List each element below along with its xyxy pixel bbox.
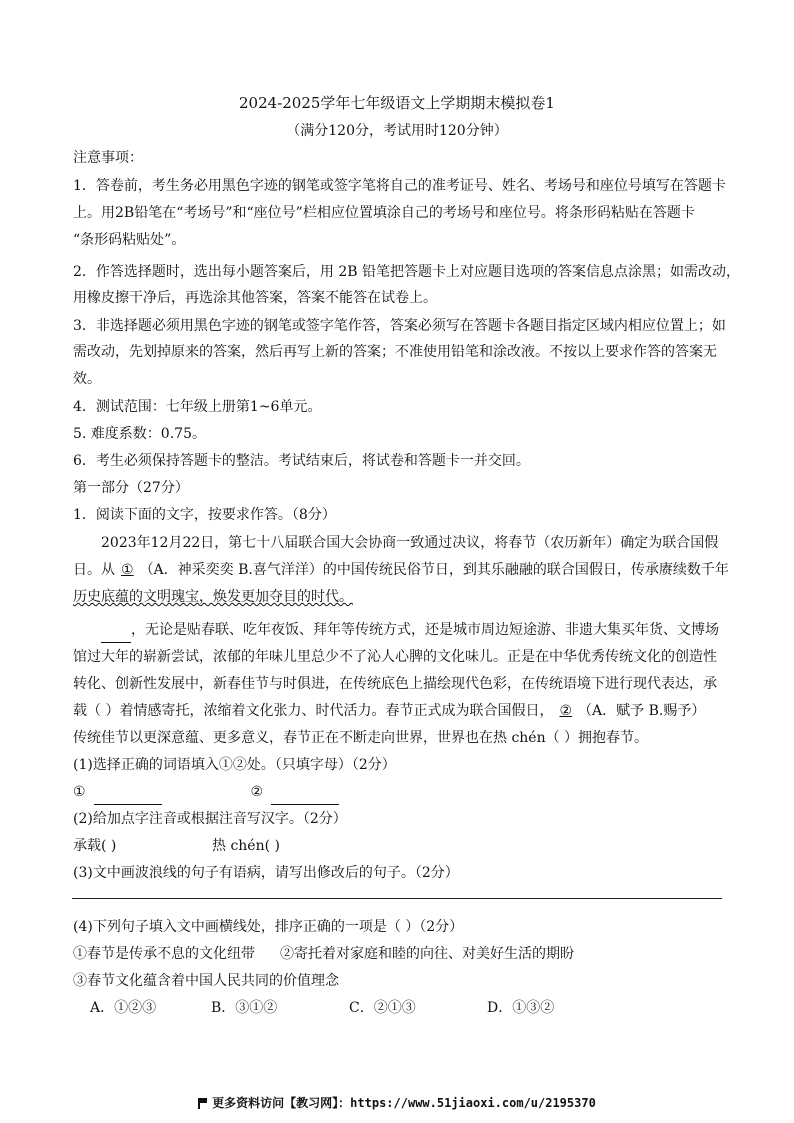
flag-icon	[198, 1098, 206, 1108]
choice-b[interactable]: B．③①②	[211, 1000, 278, 1016]
fill-blank-line	[101, 628, 131, 643]
choice-c[interactable]: C．②①③	[349, 1000, 416, 1016]
subquestion-2-answer-a: 承载( )	[73, 838, 117, 854]
passage-p1-line-1: 2023年12月22日，第七十八届联合国大会协商一致通过决议，将春节（农历新年）确定为联合国假	[101, 535, 719, 551]
part-1-heading: 第一部分（27分）	[73, 480, 189, 496]
note-2-line-1: 2．作答选择题时，选出每小题答案后，用 2B 铅笔把答题卡上对应题目选项的答案信息点涂黑；如需改动，	[73, 264, 741, 280]
answer-label-2: ②	[250, 784, 264, 800]
passage-p2-line-5: 传统佳节以更深意蕴、更多意义，春节正在不断走向世界，世界也在热 chén（ ）拥抱春节。	[73, 730, 649, 746]
blank-1: ①	[121, 562, 134, 578]
passage-p2-line-1	[101, 617, 719, 643]
question-1-stem: 1．阅读下面的文字，按要求作答。（8分）	[73, 507, 336, 523]
passage-text: 日。从	[73, 562, 115, 578]
passage-p1-line-2	[73, 557, 729, 583]
option-sentence-2: ②寄托着对家庭和睦的向往、对美好生活的期盼	[280, 946, 574, 962]
answer-label-1: ①	[73, 784, 86, 800]
note-3-line-1: 3．非选择题必须用黑色字迹的钢笔或签字笔作答，答案必须写在答题卡各题目指定区域内相应位置上；如	[73, 318, 726, 334]
passage-p2-line-3: 转化、创新性发展中，新春佳节与时俱进，在传统底色上描绘现代色彩，在传统语境下进行现代表达，承	[73, 676, 717, 692]
note-5: 5. 难度系数：0.75。	[73, 426, 206, 442]
note-1-line-1: 1．答卷前，考生务必用黑色字迹的钢笔或签字笔将自己的准考证号、姓名、考场号和座位号填写在答题卡	[73, 178, 726, 194]
passage-p1-line-3	[73, 584, 353, 610]
wavy-sentence: 历史底蕴的文明瑰宝，焕发更加夺目的时代。	[73, 589, 353, 605]
subquestion-4: (4)下列句子填入文中画横线处，排序正确的一项是（ ）（2分）	[73, 919, 464, 935]
answer-divider	[72, 898, 722, 899]
passage-text: ，无论是贴春联、吃年夜饭、拜年等传统方式，还是城市周边短途游、非遗大集买年货、文博场	[131, 622, 719, 638]
note-1-line-3: “条形码粘贴处”。	[73, 232, 186, 248]
note-6: 6．考生必须保持答题卡的整洁。考试结束后，将试卷和答题卡一并交回。	[73, 453, 530, 469]
footer-text: 更多资料访问【教习网】：https://www.51jiaoxi.com/u/2195370	[212, 1096, 596, 1110]
subquestion-3: (3)文中画波浪线的句子有语病，请写出修改后的句子。（2分）	[73, 865, 459, 881]
footer-link[interactable]	[0, 1094, 794, 1111]
subquestion-1: (1)选择正确的词语填入①②处。（只填字母）（2分）	[73, 757, 396, 773]
notes-heading: 注意事项：	[73, 150, 143, 166]
subquestion-2-answer-b: 热 chén( )	[212, 838, 280, 854]
choice-d[interactable]: D．①③②	[487, 1000, 555, 1016]
subquestion-1-answer	[73, 779, 339, 805]
passage-text: 载（ ）着情感寄托，浓缩着文化张力、时代活力。春节正式成为联合国假日，	[73, 703, 554, 719]
note-3-line-2: 需改动，先划掉原来的答案，然后再写上新的答案；不准使用铅笔和涂改液。不按以上要求作答的答案无	[73, 344, 717, 360]
subquestion-2: (2)给加点字注音或根据注音写汉字。（2分）	[73, 811, 347, 827]
choice-a[interactable]: A．①②③	[90, 1000, 157, 1016]
note-1-line-2: 上。用2B铅笔在“考场号”和“座位号”栏相应位置填涂自己的考场号和座位号。将条形码粘贴在答题卡	[73, 205, 695, 221]
option-sentence-1: ①春节是传承不息的文化纽带	[73, 946, 255, 962]
answer-line-1[interactable]	[94, 790, 162, 805]
passage-text: （A．赋予 B.赐予）	[578, 703, 706, 719]
passage-p2-line-4	[73, 698, 705, 724]
passage-p2-line-2: 馆过大年的崭新尝试，浓郁的年味儿里总少不了沁人心脾的文化味儿。正是在中华优秀传统文化的创造性	[73, 649, 717, 665]
note-4: 4．测试范围：七年级上册第1~6单元。	[73, 399, 322, 415]
exam-title: 2024-2025学年七年级语文上学期期末模拟卷1	[239, 94, 555, 112]
note-3-line-3: 效。	[73, 371, 101, 387]
answer-line-2[interactable]	[271, 790, 339, 805]
passage-text: （A．神采奕奕 B.喜气洋洋）的中国传统民俗节日，到其乐融融的联合国假日，传承赓续数千年	[139, 562, 729, 578]
exam-subtitle: （满分120分，考试用时120分钟）	[286, 123, 508, 139]
note-2-line-2: 用橡皮擦干净后，再选涂其他答案，答案不能答在试卷上。	[73, 290, 437, 306]
option-sentence-3: ③春节文化蕴含着中国人民共同的价值理念	[73, 973, 339, 989]
blank-2: ②	[559, 703, 573, 719]
